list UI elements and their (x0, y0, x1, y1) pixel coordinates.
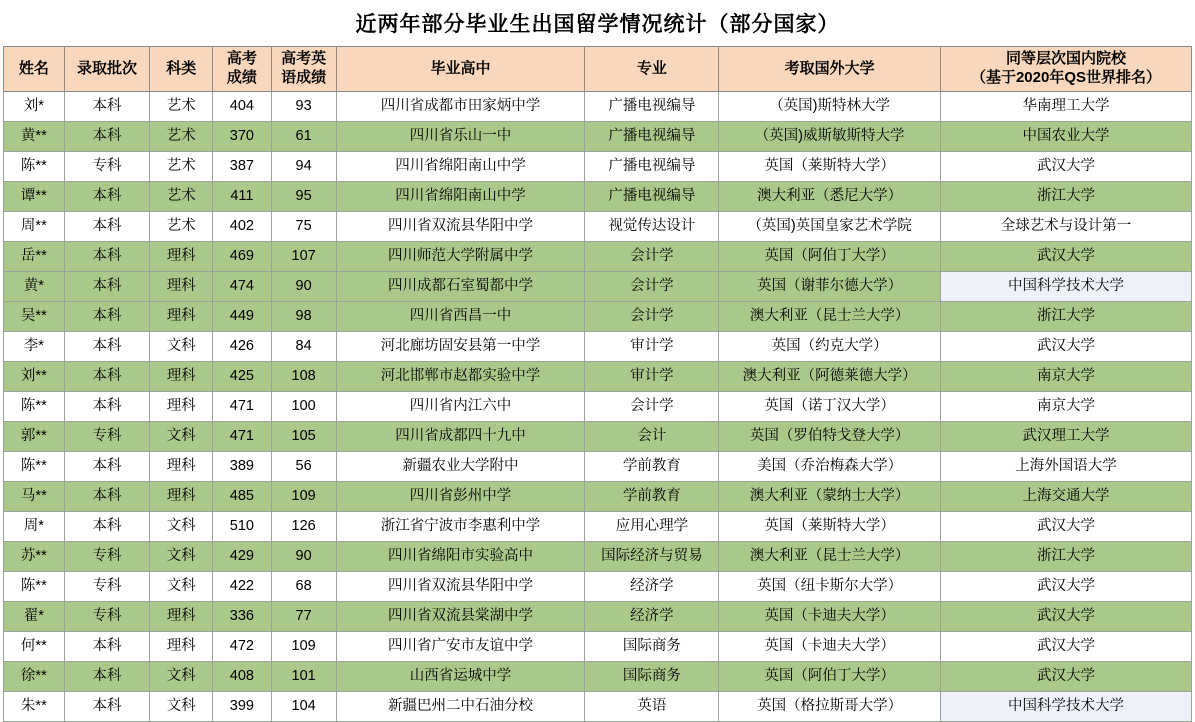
cell-foreign-university: 澳大利亚（昆士兰大学） (719, 542, 941, 572)
cell-type: 理科 (150, 482, 213, 512)
cell-foreign-university: 英国（阿伯丁大学） (719, 242, 941, 272)
cell-high-school: 四川省绵阳市实验高中 (336, 542, 585, 572)
table-row (4, 362, 1192, 392)
cell-batch: 专科 (64, 572, 150, 602)
cell-domestic-university: 南京大学 (940, 392, 1191, 422)
column-header-score-line1: 高考 (226, 50, 257, 68)
cell-high-school: 四川省西昌一中 (336, 302, 585, 332)
cell-domestic-university: 全球艺术与设计第一 (940, 212, 1191, 242)
cell-high-school: 山西省运城中学 (336, 662, 585, 692)
table-row (4, 272, 1192, 302)
table-row (4, 692, 1192, 722)
cell-english-score: 56 (271, 452, 336, 482)
cell-major: 审计学 (585, 362, 719, 392)
cell-name: 陈** (4, 392, 65, 422)
table-row (4, 392, 1192, 422)
cell-batch: 本科 (64, 632, 150, 662)
cell-name: 李* (4, 332, 65, 362)
table-row (4, 572, 1192, 602)
cell-domestic-university: 上海交通大学 (940, 482, 1191, 512)
column-header-domestic-university (940, 47, 1191, 92)
cell-major: 经济学 (585, 602, 719, 632)
cell-english-score: 77 (271, 602, 336, 632)
cell-type: 理科 (150, 452, 213, 482)
table-row (4, 212, 1192, 242)
column-header-major: 专业 (585, 47, 719, 92)
cell-batch: 本科 (64, 482, 150, 512)
cell-name: 谭** (4, 182, 65, 212)
cell-english-score: 93 (271, 92, 336, 122)
cell-domestic-university: 武汉大学 (940, 632, 1191, 662)
cell-batch: 专科 (64, 602, 150, 632)
cell-batch: 本科 (64, 332, 150, 362)
table-row (4, 512, 1192, 542)
cell-foreign-university: 澳大利亚（蒙纳士大学） (719, 482, 941, 512)
cell-type: 艺术 (150, 182, 213, 212)
table-row (4, 242, 1192, 272)
cell-type: 理科 (150, 632, 213, 662)
cell-major: 国际经济与贸易 (585, 542, 719, 572)
cell-foreign-university: 澳大利亚（悉尼大学） (719, 182, 941, 212)
cell-type: 文科 (150, 662, 213, 692)
cell-score: 336 (213, 602, 272, 632)
cell-english-score: 109 (271, 632, 336, 662)
cell-batch: 本科 (64, 272, 150, 302)
cell-domestic-university: 南京大学 (940, 362, 1191, 392)
cell-major: 会计 (585, 422, 719, 452)
cell-batch: 本科 (64, 242, 150, 272)
cell-foreign-university: 澳大利亚（阿德莱德大学） (719, 362, 941, 392)
cell-type: 艺术 (150, 122, 213, 152)
cell-major: 广播电视编导 (585, 182, 719, 212)
cell-name: 苏** (4, 542, 65, 572)
column-header-english-line2: 语成绩 (281, 69, 327, 86)
cell-type: 文科 (150, 422, 213, 452)
cell-english-score: 126 (271, 512, 336, 542)
cell-type: 理科 (150, 302, 213, 332)
cell-score: 422 (213, 572, 272, 602)
table-header (4, 47, 1192, 92)
cell-high-school: 四川省成都市田家炳中学 (336, 92, 585, 122)
cell-score: 411 (213, 182, 272, 212)
table-row (4, 602, 1192, 632)
cell-domestic-university: 中国科学技术大学 (940, 692, 1191, 722)
page-title: 近两年部分毕业生出国留学情况统计（部分国家） (355, 13, 840, 36)
cell-score: 510 (213, 512, 272, 542)
cell-major: 会计学 (585, 302, 719, 332)
table-body (4, 92, 1192, 722)
cell-batch: 本科 (64, 122, 150, 152)
cell-score: 408 (213, 662, 272, 692)
cell-foreign-university: 英国（莱斯特大学） (719, 152, 941, 182)
cell-foreign-university: 英国（卡迪夫大学） (719, 632, 941, 662)
cell-name: 徐** (4, 662, 65, 692)
cell-type: 文科 (150, 692, 213, 722)
cell-type: 文科 (150, 332, 213, 362)
column-header-foreign-university: 考取国外大学 (719, 47, 941, 92)
cell-domestic-university: 武汉大学 (940, 332, 1191, 362)
cell-english-score: 94 (271, 152, 336, 182)
cell-type: 艺术 (150, 152, 213, 182)
cell-batch: 本科 (64, 452, 150, 482)
cell-domestic-university: 武汉大学 (940, 512, 1191, 542)
cell-batch: 本科 (64, 692, 150, 722)
cell-name: 黄** (4, 122, 65, 152)
cell-name: 周* (4, 512, 65, 542)
cell-foreign-university: 英国（谢菲尔德大学） (719, 272, 941, 302)
cell-domestic-university: 浙江大学 (940, 182, 1191, 212)
table-row (4, 152, 1192, 182)
cell-high-school: 四川省乐山一中 (336, 122, 585, 152)
table-row (4, 452, 1192, 482)
cell-english-score: 100 (271, 392, 336, 422)
cell-major: 广播电视编导 (585, 122, 719, 152)
column-header-high-school: 毕业高中 (336, 47, 585, 92)
cell-high-school: 浙江省宁波市李惠利中学 (336, 512, 585, 542)
cell-major: 会计学 (585, 242, 719, 272)
cell-type: 理科 (150, 392, 213, 422)
cell-foreign-university: 英国（阿伯丁大学） (719, 662, 941, 692)
cell-high-school: 四川省双流县棠湖中学 (336, 602, 585, 632)
cell-foreign-university: （英国)斯特林大学 (719, 92, 941, 122)
cell-domestic-university: 上海外国语大学 (940, 452, 1191, 482)
cell-english-score: 75 (271, 212, 336, 242)
cell-major: 视觉传达设计 (585, 212, 719, 242)
cell-score: 404 (213, 92, 272, 122)
cell-batch: 本科 (64, 392, 150, 422)
cell-english-score: 68 (271, 572, 336, 602)
cell-batch: 专科 (64, 152, 150, 182)
cell-domestic-university: 华南理工大学 (940, 92, 1191, 122)
cell-score: 399 (213, 692, 272, 722)
cell-high-school: 四川省绵阳南山中学 (336, 182, 585, 212)
table-row (4, 542, 1192, 572)
cell-foreign-university: 英国（格拉斯哥大学） (719, 692, 941, 722)
cell-high-school: 河北邯郸市赵都实验中学 (336, 362, 585, 392)
cell-score: 402 (213, 212, 272, 242)
cell-name: 吴** (4, 302, 65, 332)
cell-score: 429 (213, 542, 272, 572)
table-row (4, 92, 1192, 122)
cell-score: 471 (213, 422, 272, 452)
cell-english-score: 107 (271, 242, 336, 272)
cell-domestic-university: 武汉理工大学 (940, 422, 1191, 452)
column-header-domestic-line1: 同等层次国内院校 (1005, 50, 1126, 68)
cell-foreign-university: 澳大利亚（昆士兰大学） (719, 302, 941, 332)
cell-foreign-university: 美国（乔治梅森大学） (719, 452, 941, 482)
cell-domestic-university: 武汉大学 (940, 242, 1191, 272)
cell-type: 理科 (150, 272, 213, 302)
cell-score: 471 (213, 392, 272, 422)
cell-score: 449 (213, 302, 272, 332)
cell-name: 陈** (4, 152, 65, 182)
cell-domestic-university: 中国科学技术大学 (940, 272, 1191, 302)
cell-english-score: 101 (271, 662, 336, 692)
cell-foreign-university: 英国（罗伯特戈登大学） (719, 422, 941, 452)
cell-score: 426 (213, 332, 272, 362)
table-row (4, 632, 1192, 662)
cell-high-school: 四川成都石室蜀都中学 (336, 272, 585, 302)
table-row (4, 482, 1192, 512)
cell-english-score: 90 (271, 272, 336, 302)
cell-type: 理科 (150, 242, 213, 272)
cell-name: 陈** (4, 572, 65, 602)
column-header-type: 科类 (150, 47, 213, 92)
cell-major: 会计学 (585, 272, 719, 302)
cell-major: 国际商务 (585, 662, 719, 692)
cell-major: 英语 (585, 692, 719, 722)
cell-major: 会计学 (585, 392, 719, 422)
cell-batch: 本科 (64, 212, 150, 242)
cell-type: 文科 (150, 542, 213, 572)
column-header-score-line2: 成绩 (226, 69, 257, 86)
cell-batch: 专科 (64, 542, 150, 572)
cell-name: 陈** (4, 452, 65, 482)
cell-domestic-university: 武汉大学 (940, 152, 1191, 182)
cell-major: 经济学 (585, 572, 719, 602)
cell-type: 艺术 (150, 92, 213, 122)
cell-batch: 本科 (64, 662, 150, 692)
cell-domestic-university: 武汉大学 (940, 662, 1191, 692)
cell-major: 学前教育 (585, 452, 719, 482)
cell-name: 刘* (4, 92, 65, 122)
table-row (4, 122, 1192, 152)
cell-high-school: 四川省彭州中学 (336, 482, 585, 512)
cell-score: 370 (213, 122, 272, 152)
cell-english-score: 108 (271, 362, 336, 392)
cell-batch: 专科 (64, 422, 150, 452)
cell-batch: 本科 (64, 92, 150, 122)
cell-name: 周** (4, 212, 65, 242)
cell-batch: 本科 (64, 512, 150, 542)
cell-foreign-university: （英国)威斯敏斯特大学 (719, 122, 941, 152)
cell-batch: 本科 (64, 182, 150, 212)
cell-score: 474 (213, 272, 272, 302)
cell-major: 广播电视编导 (585, 152, 719, 182)
cell-english-score: 98 (271, 302, 336, 332)
cell-name: 翟* (4, 602, 65, 632)
column-header-english-score (271, 47, 336, 92)
column-header-score (213, 47, 272, 92)
cell-name: 郭** (4, 422, 65, 452)
table-row (4, 182, 1192, 212)
cell-domestic-university: 浙江大学 (940, 542, 1191, 572)
cell-high-school: 新疆巴州二中石油分校 (336, 692, 585, 722)
cell-name: 何** (4, 632, 65, 662)
column-header-english-line1: 高考英 (281, 50, 327, 68)
cell-high-school: 四川师范大学附属中学 (336, 242, 585, 272)
table-row (4, 302, 1192, 332)
cell-foreign-university: （英国)英国皇家艺术学院 (719, 212, 941, 242)
cell-major: 应用心理学 (585, 512, 719, 542)
cell-high-school: 四川省双流县华阳中学 (336, 212, 585, 242)
cell-name: 马** (4, 482, 65, 512)
cell-high-school: 四川省广安市友谊中学 (336, 632, 585, 662)
cell-name: 刘** (4, 362, 65, 392)
cell-high-school: 四川省绵阳南山中学 (336, 152, 585, 182)
cell-major: 审计学 (585, 332, 719, 362)
cell-score: 485 (213, 482, 272, 512)
cell-score: 387 (213, 152, 272, 182)
cell-batch: 本科 (64, 302, 150, 332)
cell-foreign-university: 英国（约克大学） (719, 332, 941, 362)
cell-foreign-university: 英国（纽卡斯尔大学） (719, 572, 941, 602)
cell-high-school: 四川省成都四十九中 (336, 422, 585, 452)
cell-type: 文科 (150, 512, 213, 542)
cell-high-school: 四川省双流县华阳中学 (336, 572, 585, 602)
cell-english-score: 105 (271, 422, 336, 452)
cell-english-score: 104 (271, 692, 336, 722)
cell-english-score: 109 (271, 482, 336, 512)
cell-name: 岳** (4, 242, 65, 272)
cell-name: 黄* (4, 272, 65, 302)
cell-type: 理科 (150, 602, 213, 632)
cell-english-score: 95 (271, 182, 336, 212)
cell-score: 389 (213, 452, 272, 482)
cell-score: 469 (213, 242, 272, 272)
cell-name: 朱** (4, 692, 65, 722)
cell-foreign-university: 英国（诺丁汉大学） (719, 392, 941, 422)
cell-high-school: 四川省内江六中 (336, 392, 585, 422)
cell-english-score: 84 (271, 332, 336, 362)
cell-english-score: 90 (271, 542, 336, 572)
cell-foreign-university: 英国（卡迪夫大学） (719, 602, 941, 632)
cell-domestic-university: 中国农业大学 (940, 122, 1191, 152)
cell-foreign-university: 英国（莱斯特大学） (719, 512, 941, 542)
column-header-domestic-line2: （基于2020年QS世界排名） (970, 69, 1161, 86)
cell-domestic-university: 浙江大学 (940, 302, 1191, 332)
cell-high-school: 新疆农业大学附中 (336, 452, 585, 482)
cell-score: 472 (213, 632, 272, 662)
table-row (4, 662, 1192, 692)
cell-type: 文科 (150, 572, 213, 602)
cell-domestic-university: 武汉大学 (940, 602, 1191, 632)
cell-score: 425 (213, 362, 272, 392)
cell-major: 广播电视编导 (585, 92, 719, 122)
cell-english-score: 61 (271, 122, 336, 152)
table-row (4, 422, 1192, 452)
cell-high-school: 河北廊坊固安县第一中学 (336, 332, 585, 362)
cell-major: 学前教育 (585, 482, 719, 512)
table-header-row (4, 47, 1192, 92)
cell-batch: 本科 (64, 362, 150, 392)
cell-major: 国际商务 (585, 632, 719, 662)
column-header-name: 姓名 (4, 47, 65, 92)
cell-domestic-university: 武汉大学 (940, 572, 1191, 602)
column-header-batch: 录取批次 (64, 47, 150, 92)
cell-type: 理科 (150, 362, 213, 392)
study-abroad-table (3, 46, 1192, 722)
table-row (4, 332, 1192, 362)
cell-type: 艺术 (150, 212, 213, 242)
